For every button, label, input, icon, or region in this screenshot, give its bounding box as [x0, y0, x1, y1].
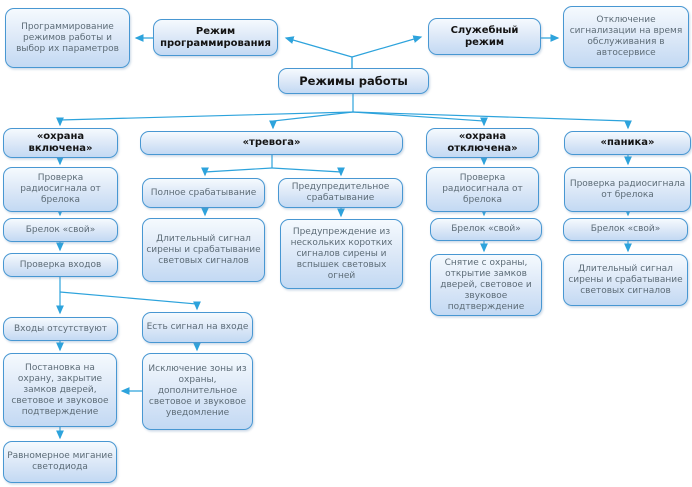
- node-armed-input-present: Есть сигнал на входе: [142, 312, 253, 343]
- node-armed-led-blink: Равномерное мигание светодиода: [3, 441, 117, 483]
- node-panic-siren-result: Длительный сигнал сирены и срабатывание световых сигналов: [563, 254, 688, 306]
- node-armed-arm-confirm: Постановка на охрану, закрытие замков дверей, световое и звуковое подтверждение: [3, 353, 117, 427]
- node-alarm-full-trigger: Полное срабатывание: [142, 178, 265, 208]
- node-panic-check-signal: Проверка радиосигнала от брелока: [564, 167, 691, 212]
- node-alarm-warning-trigger: Предупредительное срабатывание: [278, 178, 403, 208]
- node-mode-disarmed: «охрана отключена»: [426, 128, 539, 158]
- node-disarmed-confirm: Снятие с охраны, открытие замков дверей, световое и звуковое подтверждение: [430, 254, 542, 316]
- node-armed-check-signal: Проверка радиосигнала от брелока: [3, 167, 118, 212]
- node-service-mode: Служебный режим: [428, 18, 541, 55]
- node-armed-zone-exclude: Исключение зоны из охраны, дополнительное световое и звуковое уведомление: [142, 353, 253, 430]
- node-alarm-full-result: Длительный сигнал сирены и срабатывание световых сигналов: [142, 218, 265, 282]
- node-armed-check-inputs: Проверка входов: [3, 253, 118, 277]
- node-mode-alarm: «тревога»: [140, 131, 403, 155]
- node-disarmed-fob-own: Брелок «свой»: [430, 218, 542, 241]
- node-mode-armed: «охрана включена»: [3, 128, 118, 158]
- node-root-modes: Режимы работы: [278, 68, 429, 94]
- node-mode-panic: «паника»: [564, 131, 691, 155]
- node-armed-inputs-absent: Входы отсутствуют: [3, 317, 118, 341]
- node-panic-fob-own: Брелок «свой»: [563, 218, 688, 241]
- node-program-mode: Режим программирования: [153, 19, 278, 56]
- node-program-desc: Программирование режимов работы и выбор их параметров: [5, 8, 130, 68]
- node-armed-fob-own: Брелок «свой»: [3, 218, 118, 242]
- node-service-desc: Отключение сигнализации на время обслуживания в автосервисе: [563, 6, 689, 68]
- node-disarmed-check-signal: Проверка радиосигнала от брелока: [426, 167, 539, 212]
- node-alarm-warning-result: Предупреждение из нескольких коротких сигналов сирены и вспышек световых огней: [280, 219, 403, 289]
